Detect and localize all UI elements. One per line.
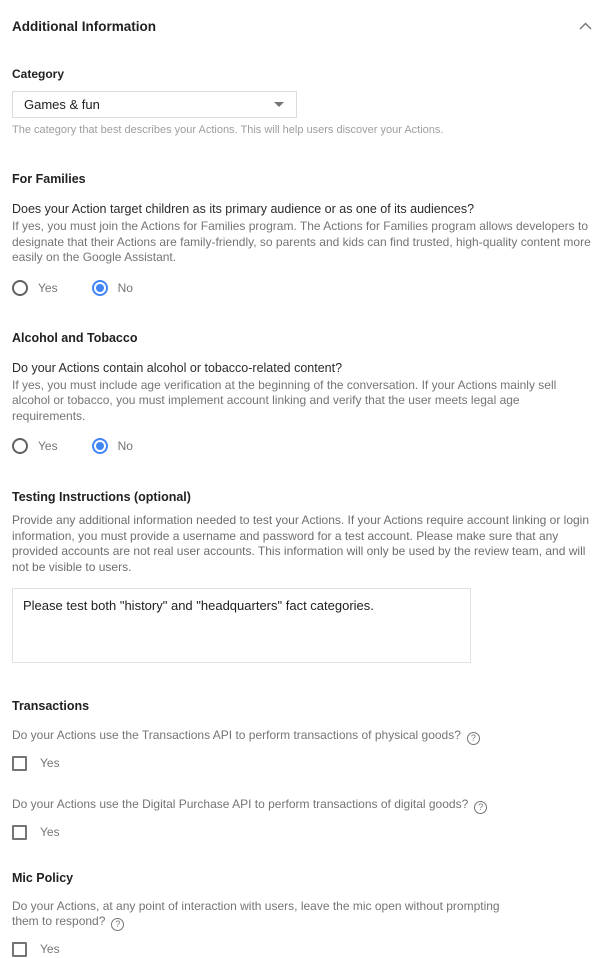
- dropdown-arrow-icon: [274, 102, 284, 107]
- physical-goods-checkbox[interactable]: [12, 756, 27, 771]
- help-icon[interactable]: [467, 732, 480, 745]
- for-families-section: [12, 172, 593, 297]
- alcohol-tobacco-radio-yes[interactable]: [12, 438, 58, 454]
- mic-policy-title: Mic Policy: [12, 871, 74, 885]
- mic-policy-checkbox-row: [12, 940, 593, 958]
- radio-icon[interactable]: [92, 280, 108, 296]
- panel-title: Additional Information: [12, 18, 156, 34]
- mic-policy-checkbox[interactable]: [12, 942, 27, 957]
- category-selected-value: Games & fun: [24, 97, 100, 112]
- alcohol-tobacco-helper-text: If yes, you must include age verification at the beginning of the conversation. If your Actions mainly sell alcohol or tobacco, you must implement account linking and verify that the user meets legal age requirements.: [12, 377, 557, 423]
- mic-policy-question: [12, 899, 512, 931]
- chevron-up-icon: [579, 22, 592, 30]
- collapse-button[interactable]: [573, 14, 597, 38]
- digital-goods-checkbox[interactable]: [12, 825, 27, 840]
- checkbox-label: Yes: [40, 756, 60, 770]
- radio-label: Yes: [38, 280, 58, 295]
- testing-instructions-section: [12, 490, 593, 668]
- testing-instructions-input[interactable]: [12, 588, 471, 663]
- checkbox-label: Yes: [40, 825, 60, 839]
- for-families-radio-group: [12, 279, 593, 297]
- for-families-helper-text: If yes, you must join the Actions for Families program. The Actions for Families program allows developers to designate that their Actions are family-friendly, so parents and kids can find trusted, high-quality content more easily on the Google Assistant.: [12, 219, 591, 264]
- transactions-title: Transactions: [12, 699, 90, 713]
- help-icon[interactable]: [474, 801, 487, 814]
- mic-policy-section: [12, 871, 593, 958]
- alcohol-tobacco-radio-no[interactable]: [92, 438, 133, 454]
- physical-goods-checkbox-row: [12, 754, 593, 772]
- alcohol-tobacco-section: [12, 331, 593, 456]
- digital-goods-question: [12, 797, 593, 814]
- alcohol-tobacco-radio-group: [12, 437, 593, 455]
- category-dropdown[interactable]: [12, 91, 297, 118]
- category-label: Category: [12, 67, 65, 81]
- testing-instructions-title: Testing Instructions (optional): [12, 490, 191, 504]
- physical-goods-question: [12, 728, 593, 745]
- help-icon[interactable]: [111, 918, 124, 931]
- for-families-radio-no[interactable]: [92, 280, 133, 296]
- for-families-question: Does your Action target children as its primary audience or as one of its audiences?: [12, 202, 475, 216]
- digital-goods-question-block: [12, 797, 593, 841]
- radio-label: No: [117, 280, 133, 295]
- question-text: Do your Actions use the Transactions API to perform transactions of physical goods?: [12, 728, 461, 742]
- testing-instructions-helper-text: Provide any additional information needed to test your Actions. If your Actions require account linking or login information, you must provide a username and password for a test account. Please make sure that any provided accounts are not real user accounts. This information will only be used by the review team, and will not be visible to users.: [12, 513, 590, 574]
- radio-icon[interactable]: [92, 438, 108, 454]
- for-families-radio-yes[interactable]: [12, 280, 58, 296]
- radio-icon[interactable]: [12, 438, 28, 454]
- category-section: [12, 67, 593, 136]
- panel-header: [12, 14, 593, 38]
- radio-label: No: [117, 439, 133, 453]
- question-text: Do your Actions, at any point of interaction with users, leave the mic open without prompting them to respond?: [12, 899, 500, 928]
- alcohol-tobacco-question: Do your Actions contain alcohol or tobacco-related content?: [12, 360, 343, 375]
- category-helper-text: The category that best describes your Actions. This will help users discover your Actions.: [12, 124, 444, 136]
- radio-icon[interactable]: [12, 280, 28, 296]
- physical-goods-question-block: [12, 728, 593, 772]
- alcohol-tobacco-title: Alcohol and Tobacco: [12, 330, 138, 345]
- digital-goods-checkbox-row: [12, 823, 593, 841]
- for-families-title: For Families: [12, 172, 86, 186]
- radio-label: Yes: [38, 439, 58, 453]
- checkbox-label: Yes: [40, 942, 60, 956]
- question-text: Do your Actions use the Digital Purchase API to perform transactions of digital goods?: [12, 797, 469, 811]
- transactions-section: [12, 699, 593, 841]
